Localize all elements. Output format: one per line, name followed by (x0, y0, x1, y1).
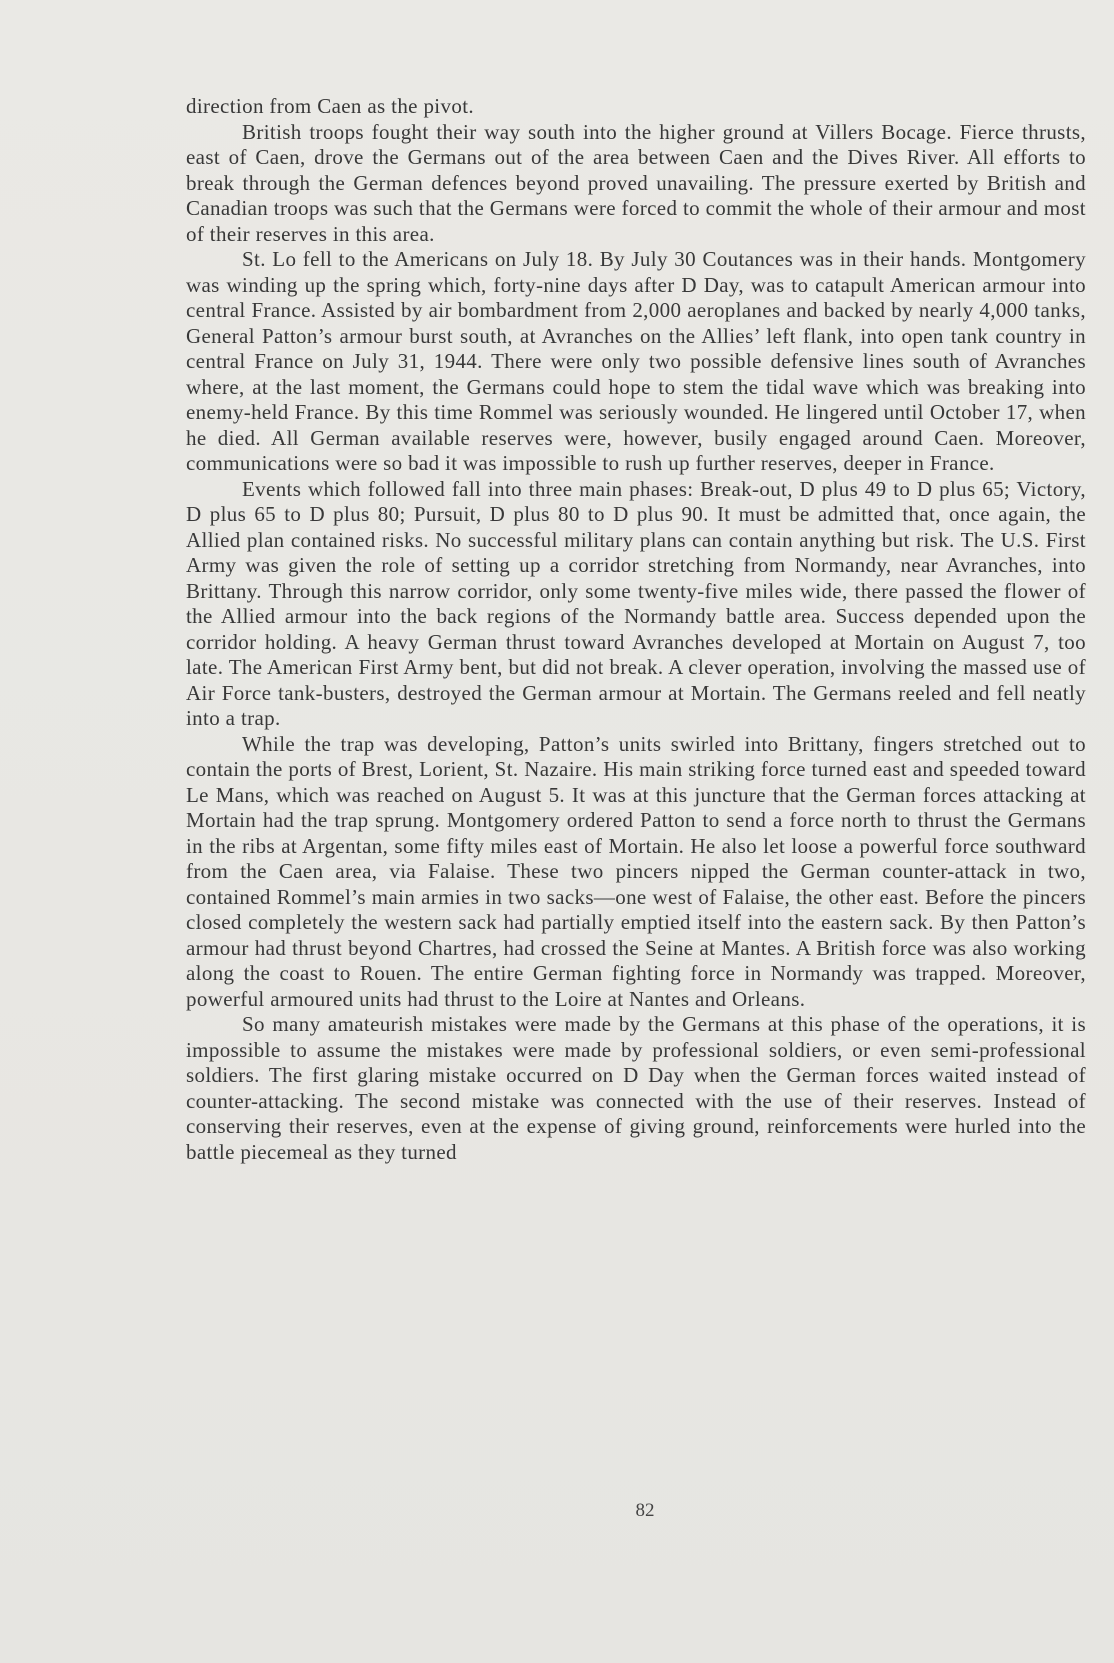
paragraph-continued: direction from Caen as the pivot. (186, 94, 474, 118)
paragraph-german-mistakes: So many amateurish mistakes were made by the Germans at this phase of the operations, it is impossible to assume the mistakes were made by professional soldiers, or even semi-professional soldiers. The first glaring mistake occurred on D Day when the German forces waited instead of counter-attacking. The second mistake was connected with the use of their reserves. Instead of conserving their reserves, even at the expense of giving ground, reinforcements were hurled into the battle piecemeal as they turned (186, 1012, 1086, 1164)
paragraph-phases: Events which followed fall into three main phases: Break-out, D plus 49 to D plus 65; Victory, D plus 65 to D plus 80; Pursuit, D plus 80 to D plus 90. It must be admitted that, once again, the Allied plan contained risks. No successful military plans can contain anything but risk. The U.S. First Army was given the role of setting up a corridor stretching from Normandy, near Avranches, into Brittany. Through this narrow corridor, only some twenty-five miles wide, there passed the flower of the Allied armour into the back regions of the Normandy battle area. Success depended upon the corridor holding. A heavy German thrust toward Avranches developed at Mortain on August 7, too late. The American First Army bent, but did not break. A clever operation, involving the massed use of Air Force tank-busters, destroyed the German armour at Mortain. The Germans reeled and fell neatly into a trap. (186, 476, 1086, 730)
paragraph-st-lo: St. Lo fell to the Americans on July 18. By July 30 Coutances was in their hands. Montgomery was winding up the spring which, forty-nine days after D Day, was to catapult American armour into central France. Assisted by air bombardment from 2,000 aeroplanes and backed by nearly 4,000 tanks, General Patton’s armour burst south, at Avranches on the Allies’ left flank, into open tank country in central France on July 31, 1944. There were only two possible defensive lines south of Avranches where, at the last moment, the Germans could hope to stem the tidal wave which was breaking into enemy-held France. By this time Rommel was seriously wounded. He lingered until October 17, when he died. All German available reserves were, however, busily engaged around Caen. Moreover, communications were so bad it was impossible to rush up further reserves, deeper in France. (186, 247, 1086, 475)
paragraph-villers-bocage: British troops fought their way south into the higher ground at Villers Bocage. Fierce thrusts, east of Caen, drove the Germans out of the area between Caen and the Dives River. All efforts to break through the German defences beyond proved unavailing. The pressure exerted by British and Canadian troops was such that the Germans were forced to commit the whole of their armour and most of their reserves in this area. (186, 119, 1086, 246)
body-text (186, 94, 1086, 1165)
page-number: 82 (635, 1500, 655, 1521)
paragraph-patton-brittany: While the trap was developing, Patton’s units swirled into Brittany, fingers stretched out to contain the ports of Brest, Lorient, St. Nazaire. His main striking force turned east and speeded toward Le Mans, which was reached on August 5. It was at this juncture that the German forces attacking at Mortain had the trap sprung. Montgomery ordered Patton to send a force north to thrust the Germans in the ribs at Argentan, some fifty miles east of Mortain. He also let loose a powerful force southward from the Caen area, via Falaise. These two pincers nipped the German counter-attack in two, contained Rommel’s main armies in two sacks—one west of Falaise, the other east. Before the pincers closed completely the western sack had partially emptied itself into the eastern sack. By then Patton’s armour had thrust beyond Chartres, had crossed the Seine at Mantes. A British force was also working along the coast to Rouen. The entire German fighting force in Normandy was trapped. Moreover, powerful armoured units had thrust to the Loire at Nantes and Orleans. (186, 731, 1086, 1011)
